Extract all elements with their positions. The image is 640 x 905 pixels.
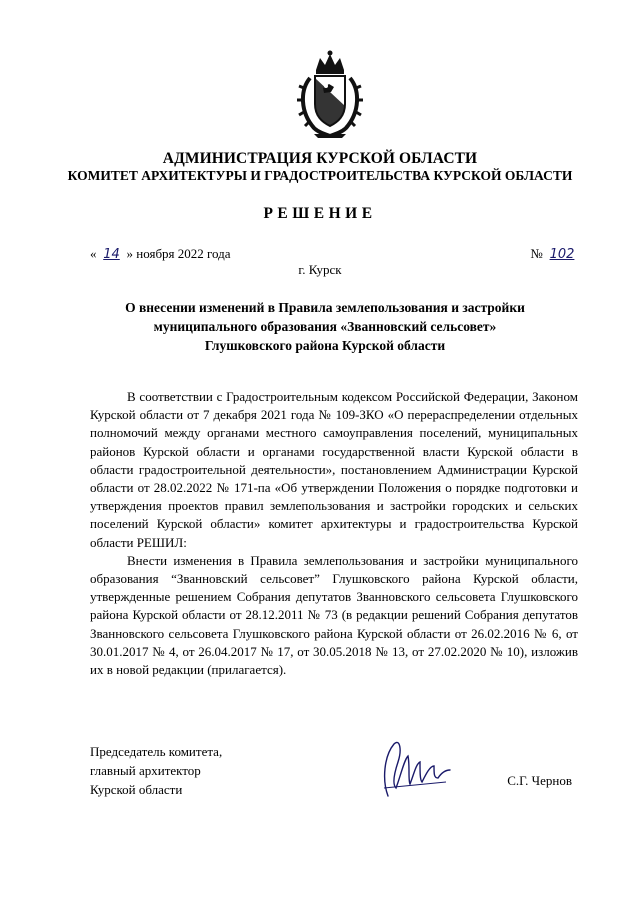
signer-position-line3: Курской области xyxy=(90,782,183,797)
document-title xyxy=(90,298,560,355)
signer-position xyxy=(90,742,222,799)
handwritten-signature xyxy=(374,736,454,800)
body-paragraph-1: В соответствии с Градостроительным кодексом Российской Федерации, Законом Курской области от 7 декабря 2021 года № 109-ЗКО «О перераспределении отдельных полномочий между органами местного самоуправления поселений, муниципальных районов Курской области и органами государственной власти Курской области в области градостроительной деятельности», постановлением Администрации Курской области от 28.02.2022 № 171-па «Об утверждении Положения о порядке подготовки и утверждения проектов правил землепользования и застройки городских и сельских поселений Курской области» комитет архитектуры и градостроительства Курской области РЕШИЛ: xyxy=(90,389,578,550)
date-rest: » ноября 2022 года xyxy=(126,246,231,261)
date-day-handwritten: 14 xyxy=(103,247,120,262)
org-name-line2: КОМИТЕТ АРХИТЕКТУРЫ И ГРАДОСТРОИТЕЛЬСТВА КУРСКОЙ ОБЛАСТИ xyxy=(67,168,573,183)
document-date xyxy=(90,246,231,262)
body-paragraph-2: Внести изменения в Правила землепользования и застройки муниципального образования “Званновский сельсовет” Глушковского района Курской области, утвержденные решением Собрания депутатов Званновского сельсовета Глушковского района Курской области от 28.12.2011 № 73 (в редакции решений Собрания депутатов Званновского сельсовета Глушковского района Курской области от 26.02.2016 № 6, от 30.01.2017 № 4, от 26.04.2017 № 17, от 30.05.2018 № 13, от 27.02.2020 № 10), изложив их в новой редакции (прилагается). xyxy=(90,552,578,678)
document-number xyxy=(530,246,578,262)
document-body xyxy=(90,388,578,679)
title-line1: О внесении изменений в Правила землепользования и застройки xyxy=(125,300,525,315)
coat-of-arms-emblem xyxy=(296,48,364,140)
org-name-line1: АДМИНИСТРАЦИЯ КУРСКОЙ ОБЛАСТИ xyxy=(162,150,478,167)
signer-position-line2: главный архитектор xyxy=(90,763,201,778)
signer-name: С.Г. Чернов xyxy=(507,773,572,788)
document-type-heading: РЕШЕНИЕ xyxy=(263,205,377,222)
city-name: г. Курск xyxy=(298,262,342,277)
title-line2: муниципального образования «Званновский сельсовет» xyxy=(153,319,497,334)
number-value-handwritten: 102 xyxy=(549,247,575,262)
signer-position-line1: Председатель комитета, xyxy=(90,744,223,759)
date-open-quote: « xyxy=(90,246,97,261)
number-prefix: № xyxy=(530,246,543,261)
title-line3: Глушковского района Курской области xyxy=(204,338,446,353)
